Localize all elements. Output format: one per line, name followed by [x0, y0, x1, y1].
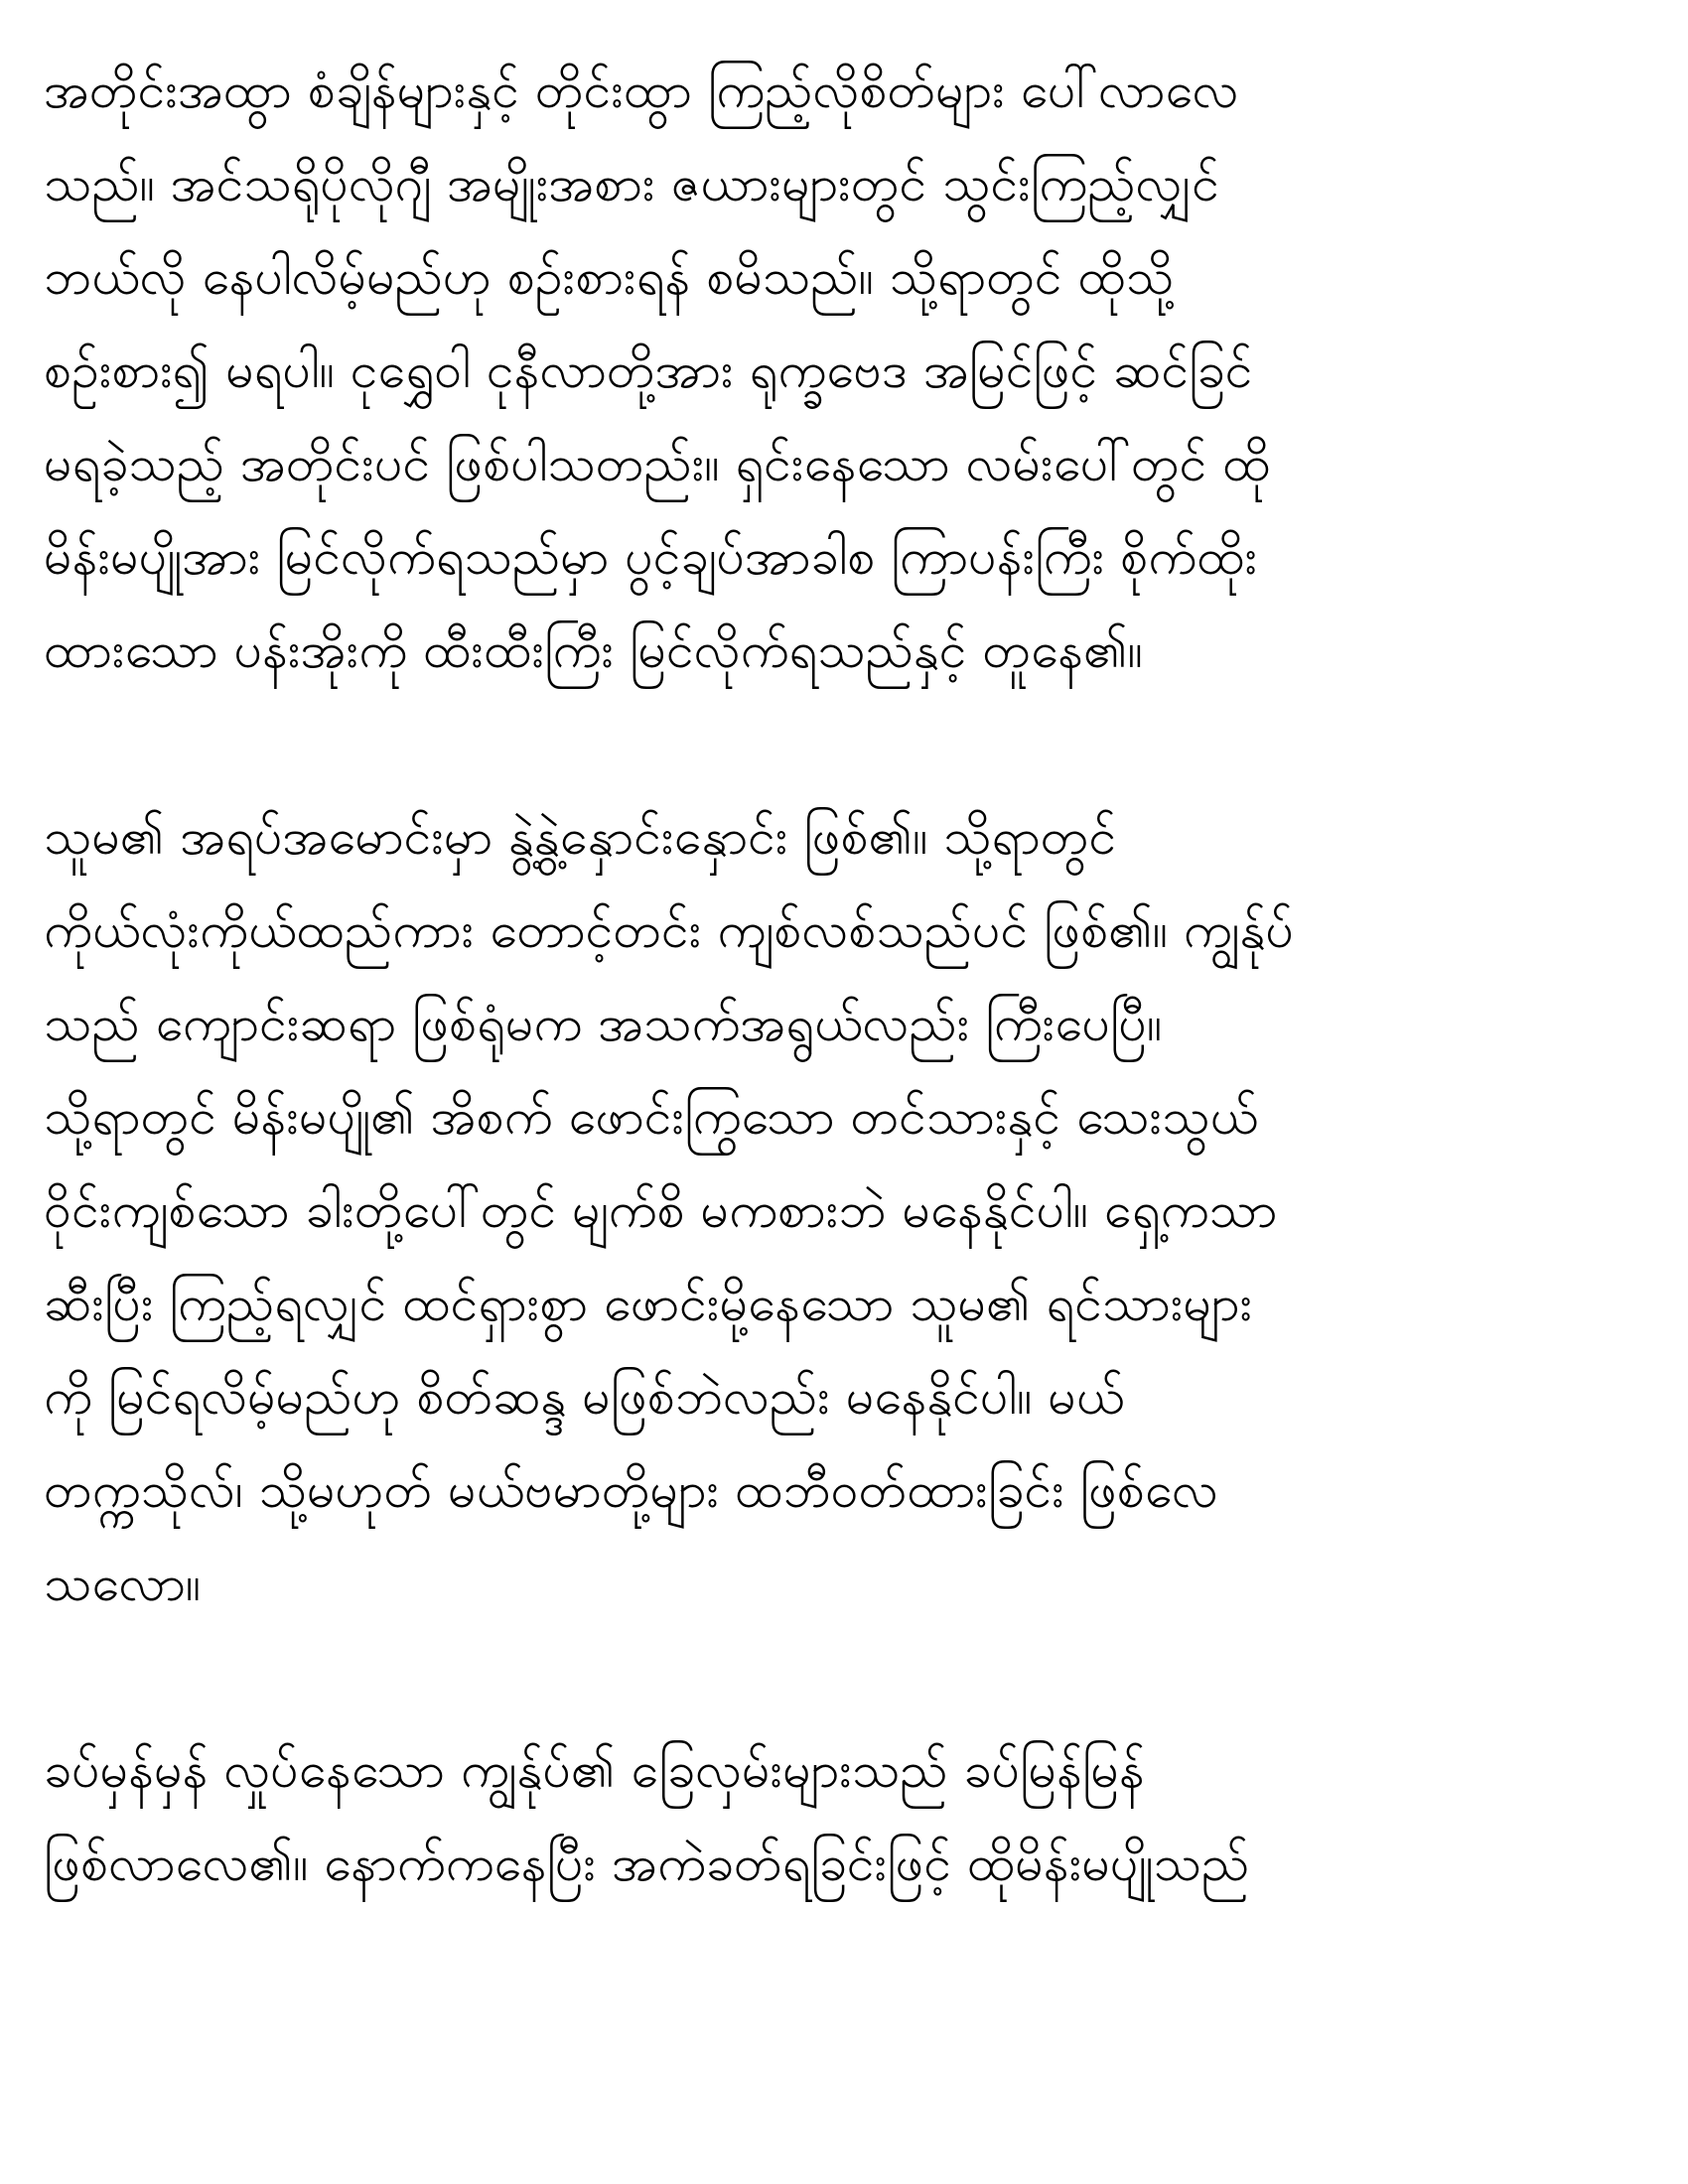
text-line: မရခဲ့သည့် အတိုင်းပင် ဖြစ်ပါသတည်း။ ရှင်းနေသော လမ်းပေါ်တွင် ထို — [44, 435, 1271, 492]
text-line: သည်။ အင်သရိုပိုလိုဂျီ အမျိုးအစား ဇယားများတွင် သွင်းကြည့်လျှင် — [44, 155, 1220, 212]
text-line: ကို မြင်ရလိမ့်မည်ဟု စိတ်ဆန္ဒ မဖြစ်ဘဲလည်း မနေနိုင်ပါ။ မယ် — [44, 1368, 1125, 1426]
text-line: စဉ်းစား၍ မရပါ။ ငုရွှေဝါ ငုနီလာတို့အား ရုက္ခဗေဒ အမြင်ဖြင့် ဆင်ခြင် — [44, 341, 1253, 399]
text-line: ဝိုင်းကျစ်သော ခါးတို့ပေါ်တွင် မျက်စိ မကစားဘဲ မနေနိုင်ပါ။ ရှေ့ကသာ — [44, 1181, 1278, 1239]
text-line: မိန်းမပျိုအား မြင်လိုက်ရသည်မှာ ပွင့်ချပ်အာခါစ ကြာပန်းကြီး စိုက်ထိုး — [44, 528, 1258, 586]
text-line: သူမ၏ အရပ်အမောင်းမှာ နွဲ့နွဲ့နှောင်းနှောင်း ဖြစ်၏။ သို့ရာတွင် — [44, 808, 1117, 866]
text-line: ဖြစ်လာလေ၏။ နောက်ကနေပြီး အကဲခတ်ရခြင်းဖြင့် ထိုမိန်းမပျိုသည် — [44, 1835, 1250, 1892]
document-page — [44, 44, 1652, 2148]
paragraph-1 — [44, 44, 1652, 697]
paragraph-gap — [44, 1630, 1652, 1723]
text-line: ဆီးပြီး ကြည့်ရလျှင် ထင်ရှားစွာ ဖောင်းမို့နေသော သူမ၏ ရင်သားများ — [44, 1275, 1253, 1332]
text-line: ဘယ်လို နေပါလိမ့်မည်ဟု စဉ်းစားရန် စမိသည်။ သို့ရာတွင် ထိုသို့ — [44, 248, 1175, 306]
text-line: သည် ကျောင်းဆရာ ဖြစ်ရုံမက အသက်အရွယ်လည်း ကြီးပေပြီ။ — [44, 995, 1163, 1052]
text-line: သို့ရာတွင် မိန်းမပျို၏ အိစက် ဖောင်းကြွသော တင်သားနှင့် သေးသွယ် — [44, 1088, 1259, 1146]
text-line: တက္ကသိုလ်၊ သို့မဟုတ် မယ်ဗမာတို့များ ထဘီဝတ်ထားခြင်း ဖြစ်လေ — [44, 1461, 1218, 1519]
text-line: သလော။ — [44, 1555, 202, 1612]
text-line: ခပ်မှန်မှန် လှုပ်နေသော ကျွန်ုပ်၏ ခြေလှမ်းများသည် ခပ်မြန်မြန် — [44, 1741, 1145, 1799]
paragraph-gap — [44, 697, 1652, 790]
text-line: ကိုယ်လုံးကိုယ်ထည်ကား တောင့်တင်း ကျစ်လစ်သည်ပင် ဖြစ်၏။ ကျွန်ုပ် — [44, 901, 1294, 959]
text-line: အတိုင်းအထွာ စံချိန်များနှင့် တိုင်းထွာ ကြည့်လိုစိတ်များ ပေါ်လာလေ — [44, 62, 1239, 119]
text-line: ထားသော ပန်းအိုးကို ထီးထီးကြီး မြင်လိုက်ရသည်နှင့် တူနေ၏။ — [44, 621, 1143, 679]
paragraph-2 — [44, 790, 1652, 1630]
paragraph-3 — [44, 1723, 1652, 1910]
